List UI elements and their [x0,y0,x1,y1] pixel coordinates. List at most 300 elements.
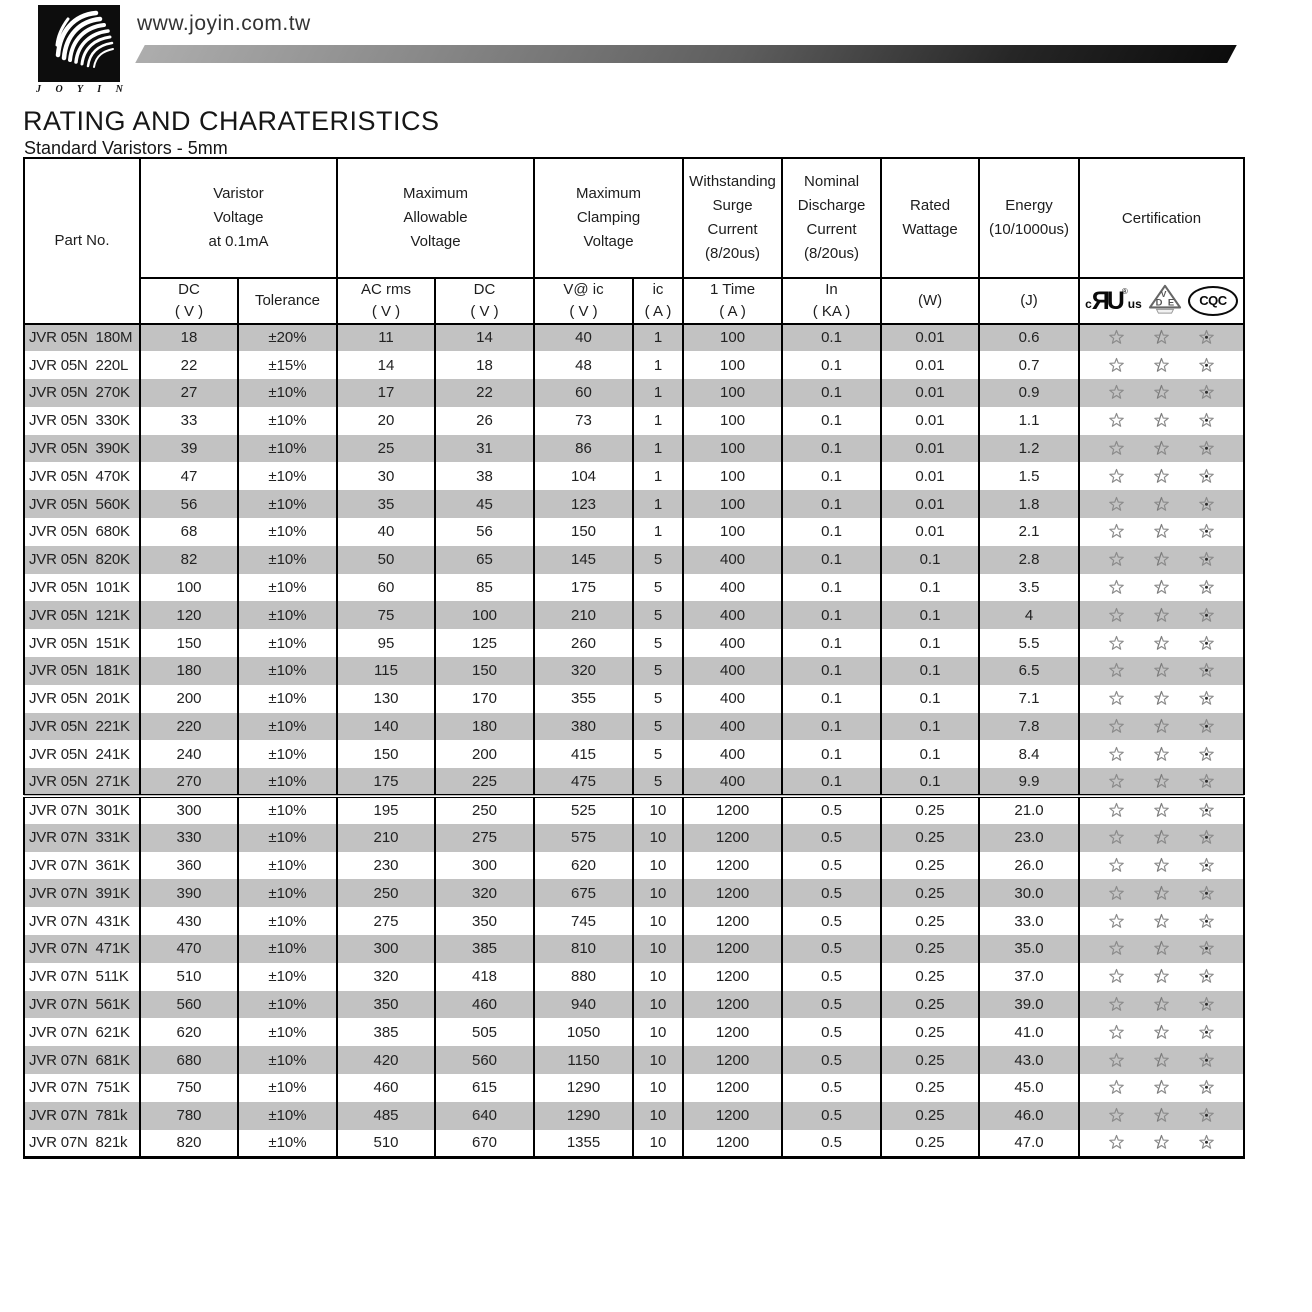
star-outline-icon [1108,940,1125,957]
cell-v-at-ic: 1290 [534,1102,633,1130]
cell-dc-max-v: 670 [435,1130,534,1158]
cell-rated-wattage-w: 0.1 [881,574,979,602]
cell-ac-rms-v: 50 [337,546,435,574]
cell-rated-wattage-w: 0.01 [881,351,979,379]
cell-v-at-ic: 150 [534,518,633,546]
cell-tolerance: ±10% [238,824,337,852]
star-slash-icon [1153,802,1170,819]
site-url: www.joyin.com.tw [137,12,311,35]
page-title: RATING AND CHARATERISTICS [23,106,440,136]
cell-dc-max-v: 85 [435,574,534,602]
cell-rated-wattage-w: 0.01 [881,490,979,518]
star-dot-icon [1198,1052,1215,1069]
cell-ic-a: 10 [633,907,683,935]
star-dot-icon [1198,579,1215,596]
star-slash-icon [1153,357,1170,374]
cell-varistor-dc-v: 620 [140,1018,238,1046]
cell-varistor-dc-v: 360 [140,852,238,880]
table-row [24,1074,1244,1102]
cell-surge-1time-a: 100 [683,324,782,352]
cell-v-at-ic: 575 [534,824,633,852]
cell-rated-wattage-w: 0.1 [881,713,979,741]
cell-varistor-dc-v: 56 [140,490,238,518]
star-outline-icon [1108,1052,1125,1069]
cell-ic-a: 10 [633,1102,683,1130]
star-outline-icon [1108,579,1125,596]
cell-certification-stars [1079,462,1244,490]
table-row [24,796,1244,824]
cell-varistor-dc-v: 560 [140,991,238,1019]
svg-text:E: E [1167,296,1174,308]
cell-ac-rms-v: 20 [337,407,435,435]
star-slash-icon [1153,412,1170,429]
header-withstanding-surge: Withstanding Surge Current (8/20us) [683,158,782,278]
cell-dc-max-v: 31 [435,435,534,463]
cell-ac-rms-v: 275 [337,907,435,935]
cell-energy-j: 8.4 [979,740,1079,768]
cell-energy-j: 35.0 [979,935,1079,963]
cell-energy-j: 5.5 [979,629,1079,657]
cell-ac-rms-v: 115 [337,657,435,685]
cell-tolerance: ±10% [238,991,337,1019]
cell-discharge-in-ka: 0.5 [782,796,881,824]
cell-dc-max-v: 418 [435,963,534,991]
star-outline-icon [1108,329,1125,346]
cell-tolerance: ±10% [238,657,337,685]
cell-part-no: JVR 05N 820K [24,546,140,574]
cell-dc-max-v: 275 [435,824,534,852]
header-certification: Certification [1079,158,1244,278]
cell-tolerance: ±10% [238,462,337,490]
cell-rated-wattage-w: 0.01 [881,379,979,407]
cell-certification-stars [1079,379,1244,407]
star-dot-icon [1198,690,1215,707]
cell-part-no: JVR 07N 781k [24,1102,140,1130]
cell-certification-stars [1079,768,1244,796]
cell-rated-wattage-w: 0.01 [881,462,979,490]
cell-dc-max-v: 22 [435,379,534,407]
cell-discharge-in-ka: 0.1 [782,629,881,657]
cell-dc-max-v: 125 [435,629,534,657]
cell-part-no: JVR 05N 560K [24,490,140,518]
star-slash-icon [1153,885,1170,902]
cell-ic-a: 5 [633,685,683,713]
cell-varistor-dc-v: 82 [140,546,238,574]
cell-tolerance: ±10% [238,574,337,602]
star-dot-icon [1198,496,1215,513]
cell-v-at-ic: 104 [534,462,633,490]
star-outline-icon [1108,885,1125,902]
cell-part-no: JVR 05N 330K [24,407,140,435]
cell-dc-max-v: 560 [435,1046,534,1074]
cell-discharge-in-ka: 0.1 [782,546,881,574]
cell-dc-max-v: 640 [435,1102,534,1130]
cell-tolerance: ±10% [238,1102,337,1130]
cell-ac-rms-v: 60 [337,574,435,602]
cell-tolerance: ±10% [238,907,337,935]
cell-discharge-in-ka: 0.5 [782,963,881,991]
cell-surge-1time-a: 100 [683,518,782,546]
cell-part-no: JVR 05N 121K [24,601,140,629]
cell-part-no: JVR 05N 180M [24,324,140,352]
cell-energy-j: 1.2 [979,435,1079,463]
table-row [24,490,1244,518]
cell-v-at-ic: 525 [534,796,633,824]
cell-dc-max-v: 350 [435,907,534,935]
cell-energy-j: 30.0 [979,879,1079,907]
cell-energy-j: 3.5 [979,574,1079,602]
star-dot-icon [1198,1134,1215,1151]
cell-surge-1time-a: 1200 [683,935,782,963]
cell-v-at-ic: 60 [534,379,633,407]
cell-certification-stars [1079,351,1244,379]
cell-ic-a: 10 [633,824,683,852]
cell-ac-rms-v: 11 [337,324,435,352]
cell-rated-wattage-w: 0.25 [881,879,979,907]
cell-dc-max-v: 170 [435,685,534,713]
star-slash-icon [1153,468,1170,485]
cell-ac-rms-v: 75 [337,601,435,629]
cell-v-at-ic: 475 [534,768,633,796]
cell-ic-a: 10 [633,935,683,963]
star-slash-icon [1153,718,1170,735]
cell-part-no: JVR 05N 271K [24,768,140,796]
cell-varistor-dc-v: 780 [140,1102,238,1130]
cell-rated-wattage-w: 0.01 [881,435,979,463]
cell-energy-j: 9.9 [979,768,1079,796]
cell-ac-rms-v: 195 [337,796,435,824]
table-row [24,407,1244,435]
cell-ac-rms-v: 130 [337,685,435,713]
cell-tolerance: ±10% [238,407,337,435]
star-slash-icon [1153,523,1170,540]
cell-energy-j: 1.1 [979,407,1079,435]
cell-rated-wattage-w: 0.01 [881,324,979,352]
cell-tolerance: ±10% [238,490,337,518]
cell-v-at-ic: 260 [534,629,633,657]
star-dot-icon [1198,440,1215,457]
cell-part-no: JVR 07N 821k [24,1130,140,1158]
cell-dc-max-v: 100 [435,601,534,629]
subheader-tolerance: Tolerance [238,278,337,324]
table-row [24,907,1244,935]
cell-ac-rms-v: 17 [337,379,435,407]
cell-part-no: JVR 05N 101K [24,574,140,602]
cell-v-at-ic: 1050 [534,1018,633,1046]
cell-surge-1time-a: 1200 [683,1046,782,1074]
cell-surge-1time-a: 100 [683,351,782,379]
cell-energy-j: 21.0 [979,796,1079,824]
cell-rated-wattage-w: 0.1 [881,657,979,685]
cell-surge-1time-a: 1200 [683,824,782,852]
star-slash-icon [1153,662,1170,679]
joyin-logo-swirl-icon [38,5,120,82]
star-dot-icon [1198,1079,1215,1096]
cell-ic-a: 5 [633,574,683,602]
cell-energy-j: 0.7 [979,351,1079,379]
cell-part-no: JVR 07N 511K [24,963,140,991]
cell-surge-1time-a: 100 [683,435,782,463]
cell-certification-stars [1079,1102,1244,1130]
header-varistor-voltage: Varistor Voltage at 0.1mA [140,158,337,278]
cell-varistor-dc-v: 200 [140,685,238,713]
cell-part-no: JVR 05N 181K [24,657,140,685]
table-row [24,713,1244,741]
cell-discharge-in-ka: 0.5 [782,1018,881,1046]
star-dot-icon [1198,523,1215,540]
table-row [24,324,1244,352]
cell-varistor-dc-v: 430 [140,907,238,935]
certification-marks-cell [1079,278,1244,324]
cell-dc-max-v: 180 [435,713,534,741]
star-outline-icon [1108,496,1125,513]
cell-rated-wattage-w: 0.25 [881,963,979,991]
star-outline-icon [1108,607,1125,624]
cell-energy-j: 23.0 [979,824,1079,852]
cell-tolerance: ±10% [238,796,337,824]
star-outline-icon [1108,384,1125,401]
cell-ic-a: 10 [633,1130,683,1158]
star-dot-icon [1198,635,1215,652]
star-dot-icon [1198,996,1215,1013]
cell-part-no: JVR 07N 391K [24,879,140,907]
cell-rated-wattage-w: 0.25 [881,991,979,1019]
cell-ic-a: 5 [633,601,683,629]
cell-v-at-ic: 175 [534,574,633,602]
table-row [24,1018,1244,1046]
star-outline-icon [1108,1024,1125,1041]
cell-dc-max-v: 150 [435,657,534,685]
cell-ac-rms-v: 230 [337,852,435,880]
cell-ac-rms-v: 460 [337,1074,435,1102]
cell-dc-max-v: 225 [435,768,534,796]
cell-certification-stars [1079,796,1244,824]
cell-discharge-in-ka: 0.5 [782,852,881,880]
star-outline-icon [1108,913,1125,930]
header-part-no: Part No. [24,158,140,324]
star-slash-icon [1153,773,1170,790]
cell-varistor-dc-v: 330 [140,824,238,852]
cell-certification-stars [1079,1046,1244,1074]
cell-dc-max-v: 38 [435,462,534,490]
cell-discharge-in-ka: 0.5 [782,1074,881,1102]
cell-ac-rms-v: 420 [337,1046,435,1074]
cell-ic-a: 10 [633,1074,683,1102]
cell-discharge-in-ka: 0.5 [782,879,881,907]
cell-certification-stars [1079,546,1244,574]
cell-discharge-in-ka: 0.1 [782,657,881,685]
star-slash-icon [1153,496,1170,513]
svg-text:V: V [1160,288,1167,299]
cell-v-at-ic: 123 [534,490,633,518]
cell-varistor-dc-v: 27 [140,379,238,407]
cell-v-at-ic: 145 [534,546,633,574]
cell-rated-wattage-w: 0.25 [881,907,979,935]
cell-surge-1time-a: 1200 [683,1102,782,1130]
cell-v-at-ic: 810 [534,935,633,963]
star-dot-icon [1198,885,1215,902]
table-row [24,1046,1244,1074]
cell-v-at-ic: 940 [534,991,633,1019]
cell-dc-max-v: 18 [435,351,534,379]
cell-certification-stars [1079,407,1244,435]
cell-certification-stars [1079,657,1244,685]
cell-rated-wattage-w: 0.25 [881,1046,979,1074]
subheader-ic: ic ( A ) [633,278,683,324]
cell-varistor-dc-v: 180 [140,657,238,685]
cell-varistor-dc-v: 22 [140,351,238,379]
star-dot-icon [1198,384,1215,401]
cell-ac-rms-v: 210 [337,824,435,852]
table-row [24,824,1244,852]
cell-surge-1time-a: 400 [683,657,782,685]
cell-ic-a: 5 [633,657,683,685]
cell-certification-stars [1079,1130,1244,1158]
cell-dc-max-v: 505 [435,1018,534,1046]
cell-surge-1time-a: 400 [683,601,782,629]
star-slash-icon [1153,1024,1170,1041]
cell-certification-stars [1079,1074,1244,1102]
cell-ic-a: 10 [633,1046,683,1074]
varistor-table-body [24,324,1244,1158]
cell-surge-1time-a: 400 [683,546,782,574]
joyin-logo-wordmark: J O Y I N [36,84,129,95]
cell-ac-rms-v: 30 [337,462,435,490]
cell-v-at-ic: 1290 [534,1074,633,1102]
cell-tolerance: ±10% [238,1130,337,1158]
CQC-mark-icon: CQC [1188,286,1238,316]
cell-discharge-in-ka: 0.1 [782,713,881,741]
cell-rated-wattage-w: 0.1 [881,601,979,629]
cell-energy-j: 47.0 [979,1130,1079,1158]
cell-ac-rms-v: 385 [337,1018,435,1046]
table-row [24,852,1244,880]
star-dot-icon [1198,1107,1215,1124]
star-slash-icon [1153,857,1170,874]
table-row [24,1130,1244,1158]
cell-varistor-dc-v: 390 [140,879,238,907]
cell-tolerance: ±10% [238,1018,337,1046]
cell-surge-1time-a: 1200 [683,1074,782,1102]
cell-rated-wattage-w: 0.25 [881,935,979,963]
cell-ic-a: 1 [633,379,683,407]
header-rated-wattage: Rated Wattage [881,158,979,278]
cell-tolerance: ±20% [238,324,337,352]
table-row [24,991,1244,1019]
cell-part-no: JVR 07N 751K [24,1074,140,1102]
cell-varistor-dc-v: 220 [140,713,238,741]
cell-certification-stars [1079,935,1244,963]
star-dot-icon [1198,551,1215,568]
table-row [24,740,1244,768]
cell-energy-j: 46.0 [979,1102,1079,1130]
cell-tolerance: ±10% [238,435,337,463]
star-outline-icon [1108,1134,1125,1151]
cell-ic-a: 1 [633,324,683,352]
star-outline-icon [1108,662,1125,679]
cell-dc-max-v: 56 [435,518,534,546]
cell-surge-1time-a: 1200 [683,1130,782,1158]
cell-part-no: JVR 05N 680K [24,518,140,546]
cell-energy-j: 1.5 [979,462,1079,490]
cell-ic-a: 10 [633,1018,683,1046]
star-outline-icon [1108,523,1125,540]
cell-ic-a: 1 [633,435,683,463]
cell-varistor-dc-v: 510 [140,963,238,991]
star-dot-icon [1198,913,1215,930]
star-dot-icon [1198,607,1215,624]
cell-discharge-in-ka: 0.5 [782,935,881,963]
cell-certification-stars [1079,852,1244,880]
cell-certification-stars [1079,963,1244,991]
cell-energy-j: 2.8 [979,546,1079,574]
table-row [24,546,1244,574]
cell-surge-1time-a: 1200 [683,852,782,880]
subheader-in-ka: In ( KA ) [782,278,881,324]
cell-energy-j: 7.1 [979,685,1079,713]
cell-surge-1time-a: 1200 [683,991,782,1019]
cell-rated-wattage-w: 0.1 [881,629,979,657]
star-outline-icon [1108,802,1125,819]
star-slash-icon [1153,690,1170,707]
cell-certification-stars [1079,324,1244,352]
cell-tolerance: ±10% [238,1046,337,1074]
cell-ic-a: 5 [633,740,683,768]
cell-dc-max-v: 14 [435,324,534,352]
cell-tolerance: ±10% [238,1074,337,1102]
cell-discharge-in-ka: 0.5 [782,1046,881,1074]
star-outline-icon [1108,1079,1125,1096]
star-outline-icon [1108,746,1125,763]
cell-v-at-ic: 86 [534,435,633,463]
star-dot-icon [1198,357,1215,374]
star-slash-icon [1153,913,1170,930]
cell-part-no: JVR 07N 561K [24,991,140,1019]
star-dot-icon [1198,1024,1215,1041]
cell-rated-wattage-w: 0.1 [881,740,979,768]
cell-ic-a: 5 [633,629,683,657]
star-slash-icon [1153,440,1170,457]
cell-v-at-ic: 415 [534,740,633,768]
cell-dc-max-v: 200 [435,740,534,768]
cell-discharge-in-ka: 0.5 [782,824,881,852]
cell-energy-j: 33.0 [979,907,1079,935]
cell-energy-j: 4 [979,601,1079,629]
star-slash-icon [1153,329,1170,346]
cell-discharge-in-ka: 0.1 [782,379,881,407]
cell-surge-1time-a: 1200 [683,879,782,907]
cell-ac-rms-v: 40 [337,518,435,546]
VDE-mark-icon [1147,283,1183,319]
cell-certification-stars [1079,685,1244,713]
cell-part-no: JVR 07N 431K [24,907,140,935]
cell-discharge-in-ka: 0.5 [782,1102,881,1130]
subheader-w: (W) [881,278,979,324]
cell-ac-rms-v: 25 [337,435,435,463]
cULus-mark-icon: c ЯU ® us [1085,286,1142,315]
cell-v-at-ic: 40 [534,324,633,352]
star-dot-icon [1198,329,1215,346]
star-slash-icon [1153,635,1170,652]
cell-certification-stars [1079,435,1244,463]
cell-tolerance: ±10% [238,852,337,880]
star-dot-icon [1198,802,1215,819]
cell-discharge-in-ka: 0.1 [782,574,881,602]
star-dot-icon [1198,773,1215,790]
cell-energy-j: 7.8 [979,713,1079,741]
cell-tolerance: ±10% [238,879,337,907]
cell-rated-wattage-w: 0.1 [881,685,979,713]
